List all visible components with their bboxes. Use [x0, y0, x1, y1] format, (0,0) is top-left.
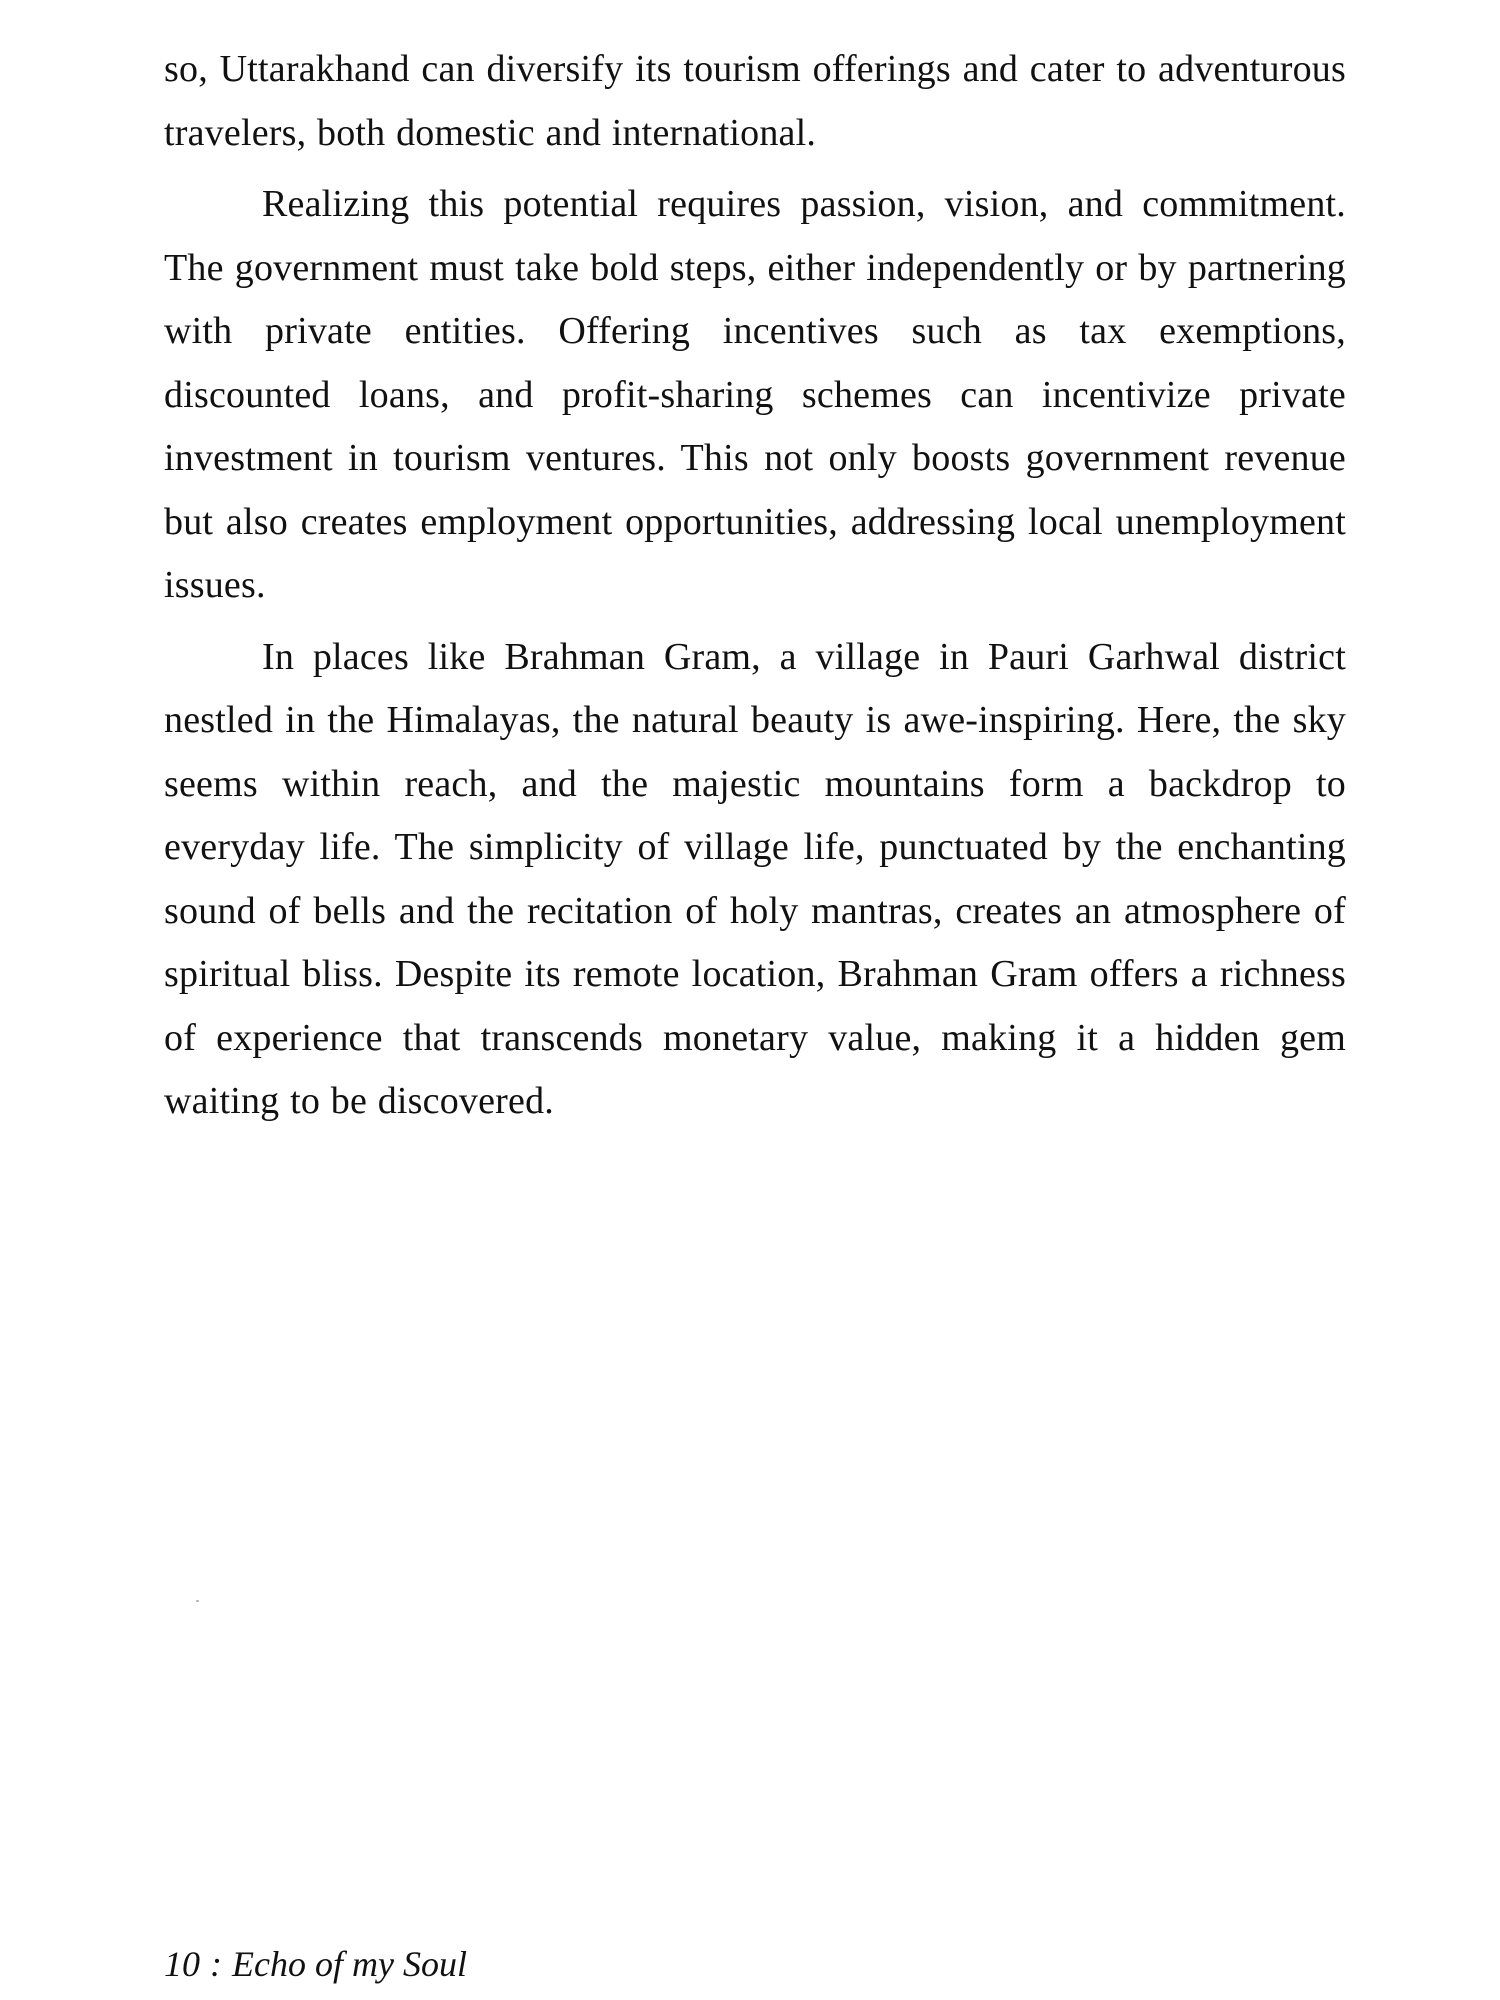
page-footer	[164, 1944, 467, 1984]
book-title: Echo of my Soul	[232, 1944, 467, 1984]
scan-speck	[196, 1600, 199, 1602]
footer-separator: :	[210, 1944, 222, 1984]
paragraph-3: In places like Brahman Gram, a village in Pauri Garhwal district nestled in the Himalayas, the natural beauty is awe-inspiring. Here, the sky seems within reach, and the majestic mountains form a backdrop to everyday life. The simplicity of village life, punctuated by the enchanting sound of bells and the recitation of holy mantras, creates an atmosphere of spiritual bliss. Despite its remote location, Brahman Gram offers a richness of experience that transcends monetary value, making it a hidden gem waiting to be discovered.	[164, 635, 1346, 1122]
body-text	[164, 38, 1346, 1142]
paragraph-2: Realizing this potential requires passion, vision, and commitment. The government must take bold steps, either independently or by partnering with private entities. Offering incentives such as tax exemptions, discounted loans, and profit-sharing schemes can incentivize private investment in tourism ventures. This not only boosts government revenue but also creates employment opportunities, addressing local unemployment issues.	[164, 183, 1346, 606]
page-number: 10	[164, 1944, 200, 1984]
paragraph-1: so, Uttarakhand can diversify its tourism offerings and cater to adventurous travelers, both domestic and international.	[164, 48, 1346, 154]
